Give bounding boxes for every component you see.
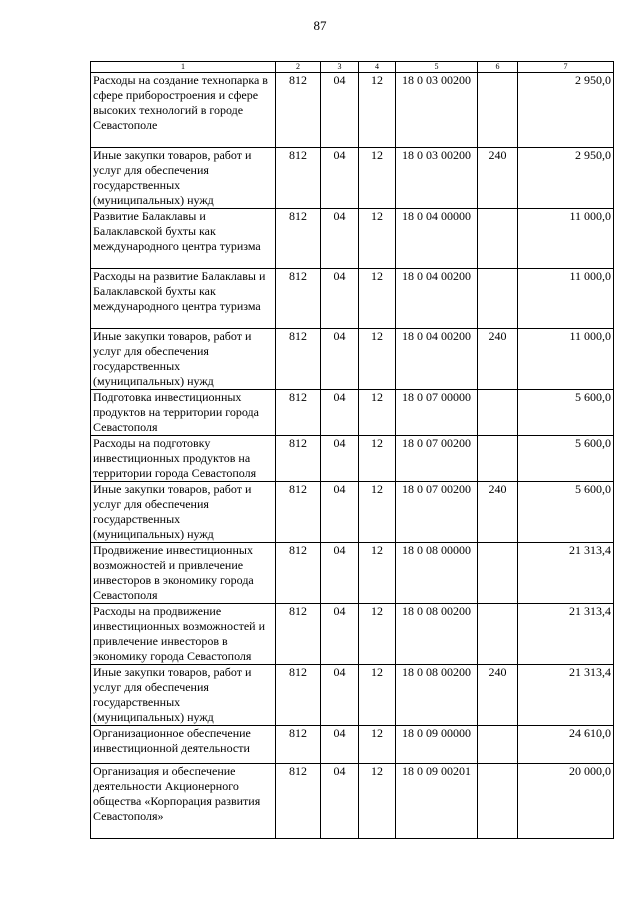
target-article-cell: 18 0 08 00200 — [396, 604, 478, 665]
row-name-cell: Иные закупки товаров, работ и услуг для обеспечения государственных (муниципальных) нужд — [91, 665, 276, 726]
section-code-cell: 04 — [321, 209, 359, 269]
table-row — [91, 209, 614, 269]
amount-cell: 5 600,0 — [518, 436, 614, 482]
table-row — [91, 604, 614, 665]
column-header: 2 — [276, 62, 321, 73]
section-code-cell: 04 — [321, 604, 359, 665]
admin-code-cell: 812 — [276, 764, 321, 839]
table-row — [91, 665, 614, 726]
section-code-cell: 04 — [321, 436, 359, 482]
expense-type-cell — [478, 73, 518, 148]
page-number: 87 — [313, 18, 327, 33]
target-article-cell: 18 0 07 00200 — [396, 482, 478, 543]
section-code-cell: 04 — [321, 764, 359, 839]
admin-code-cell: 812 — [276, 482, 321, 543]
amount-cell: 5 600,0 — [518, 390, 614, 436]
admin-code-cell: 812 — [276, 604, 321, 665]
expense-type-cell: 240 — [478, 148, 518, 209]
column-header: 3 — [321, 62, 359, 73]
admin-code-cell: 812 — [276, 329, 321, 390]
admin-code-cell: 812 — [276, 390, 321, 436]
expense-type-cell: 240 — [478, 482, 518, 543]
row-name-cell: Подготовка инвестиционных продуктов на территории города Севастополя — [91, 390, 276, 436]
amount-cell: 21 313,4 — [518, 604, 614, 665]
column-header: 1 — [91, 62, 276, 73]
subsection-code-cell: 12 — [359, 436, 396, 482]
admin-code-cell: 812 — [276, 73, 321, 148]
row-name-cell: Иные закупки товаров, работ и услуг для обеспечения государственных (муниципальных) нужд — [91, 482, 276, 543]
subsection-code-cell: 12 — [359, 482, 396, 543]
row-name-cell: Организация и обеспечение деятельности Акционерного общества «Корпорация развития Севастополя» — [91, 764, 276, 839]
column-header-row — [91, 62, 614, 73]
expense-type-cell — [478, 209, 518, 269]
subsection-code-cell: 12 — [359, 209, 396, 269]
amount-cell: 5 600,0 — [518, 482, 614, 543]
table-body — [91, 73, 614, 839]
expense-type-cell — [478, 269, 518, 329]
subsection-code-cell: 12 — [359, 148, 396, 209]
subsection-code-cell: 12 — [359, 726, 396, 764]
expense-type-cell — [478, 604, 518, 665]
section-code-cell: 04 — [321, 390, 359, 436]
section-code-cell: 04 — [321, 543, 359, 604]
expense-type-cell — [478, 726, 518, 764]
row-name-cell: Продвижение инвестиционных возможностей и привлечение инвесторов в экономику города Севастополя — [91, 543, 276, 604]
target-article-cell: 18 0 07 00200 — [396, 436, 478, 482]
subsection-code-cell: 12 — [359, 269, 396, 329]
subsection-code-cell: 12 — [359, 73, 396, 148]
section-code-cell: 04 — [321, 482, 359, 543]
admin-code-cell: 812 — [276, 665, 321, 726]
row-name-cell: Иные закупки товаров, работ и услуг для обеспечения государственных (муниципальных) нужд — [91, 329, 276, 390]
target-article-cell: 18 0 04 00200 — [396, 329, 478, 390]
admin-code-cell: 812 — [276, 148, 321, 209]
section-code-cell: 04 — [321, 269, 359, 329]
table-row — [91, 148, 614, 209]
subsection-code-cell: 12 — [359, 329, 396, 390]
amount-cell: 11 000,0 — [518, 209, 614, 269]
amount-cell: 24 610,0 — [518, 726, 614, 764]
admin-code-cell: 812 — [276, 436, 321, 482]
target-article-cell: 18 0 04 00000 — [396, 209, 478, 269]
subsection-code-cell: 12 — [359, 665, 396, 726]
column-header: 6 — [478, 62, 518, 73]
target-article-cell: 18 0 09 00201 — [396, 764, 478, 839]
target-article-cell: 18 0 08 00000 — [396, 543, 478, 604]
amount-cell: 11 000,0 — [518, 269, 614, 329]
expense-type-cell: 240 — [478, 665, 518, 726]
admin-code-cell: 812 — [276, 726, 321, 764]
column-header: 5 — [396, 62, 478, 73]
column-header: 4 — [359, 62, 396, 73]
table-row — [91, 436, 614, 482]
target-article-cell: 18 0 03 00200 — [396, 73, 478, 148]
section-code-cell: 04 — [321, 726, 359, 764]
expense-type-cell — [478, 390, 518, 436]
target-article-cell: 18 0 03 00200 — [396, 148, 478, 209]
row-name-cell: Расходы на подготовку инвестиционных продуктов на территории города Севастополя — [91, 436, 276, 482]
table-row — [91, 73, 614, 148]
target-article-cell: 18 0 04 00200 — [396, 269, 478, 329]
target-article-cell: 18 0 08 00200 — [396, 665, 478, 726]
expense-type-cell — [478, 543, 518, 604]
expense-type-cell — [478, 764, 518, 839]
section-code-cell: 04 — [321, 148, 359, 209]
subsection-code-cell: 12 — [359, 543, 396, 604]
amount-cell: 20 000,0 — [518, 764, 614, 839]
admin-code-cell: 812 — [276, 543, 321, 604]
table-row — [91, 543, 614, 604]
amount-cell: 21 313,4 — [518, 543, 614, 604]
table-row — [91, 329, 614, 390]
subsection-code-cell: 12 — [359, 764, 396, 839]
row-name-cell: Иные закупки товаров, работ и услуг для обеспечения государственных (муниципальных) нужд — [91, 148, 276, 209]
expense-type-cell: 240 — [478, 329, 518, 390]
expense-type-cell — [478, 436, 518, 482]
section-code-cell: 04 — [321, 329, 359, 390]
admin-code-cell: 812 — [276, 269, 321, 329]
amount-cell: 2 950,0 — [518, 148, 614, 209]
target-article-cell: 18 0 07 00000 — [396, 390, 478, 436]
row-name-cell: Расходы на продвижение инвестиционных возможностей и привлечение инвесторов в экономику города Севастополя — [91, 604, 276, 665]
column-header: 7 — [518, 62, 614, 73]
table-row — [91, 390, 614, 436]
amount-cell: 21 313,4 — [518, 665, 614, 726]
table-row — [91, 764, 614, 839]
row-name-cell: Расходы на создание технопарка в сфере приборостроения и сфере высоких технологий в городе Севастополе — [91, 73, 276, 148]
row-name-cell: Организационное обеспечение инвестиционной деятельности — [91, 726, 276, 764]
subsection-code-cell: 12 — [359, 604, 396, 665]
table-row — [91, 482, 614, 543]
section-code-cell: 04 — [321, 73, 359, 148]
target-article-cell: 18 0 09 00000 — [396, 726, 478, 764]
row-name-cell: Развитие Балаклавы и Балаклавской бухты как международного центра туризма — [91, 209, 276, 269]
section-code-cell: 04 — [321, 665, 359, 726]
table-row — [91, 726, 614, 764]
amount-cell: 11 000,0 — [518, 329, 614, 390]
budget-table — [90, 61, 614, 839]
table-row — [91, 269, 614, 329]
admin-code-cell: 812 — [276, 209, 321, 269]
subsection-code-cell: 12 — [359, 390, 396, 436]
row-name-cell: Расходы на развитие Балаклавы и Балаклавской бухты как международного центра туризма — [91, 269, 276, 329]
amount-cell: 2 950,0 — [518, 73, 614, 148]
